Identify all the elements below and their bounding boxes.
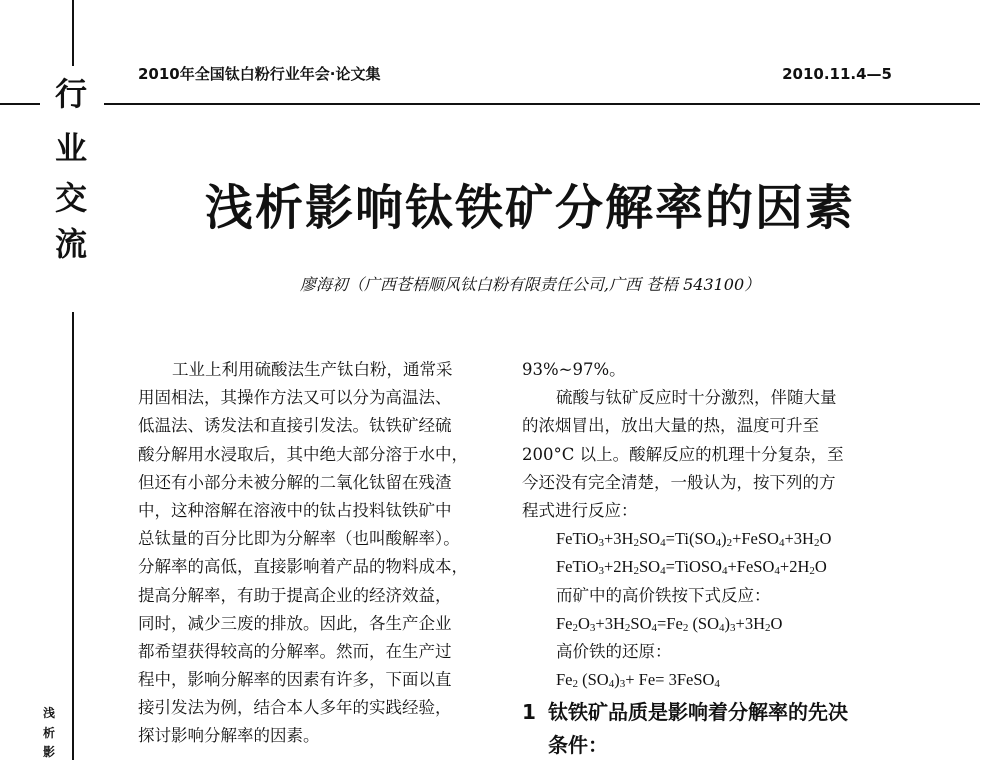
paragraph-line: 探讨影响分解率的因素。	[138, 726, 320, 746]
paragraph-line: 工业上利用硫酸法生产钛白粉，通常采	[172, 360, 453, 379]
paragraph-line: 程式进行反应：	[522, 500, 638, 520]
section-label-char: 流	[54, 225, 87, 263]
paragraph-line: 高价铁的还原：	[556, 641, 672, 661]
left-column	[138, 356, 478, 751]
paragraph-line: 但还有小部分未被分解的二氧化钛留在残渣	[138, 472, 452, 492]
author-affiliation: 廖海初（广西苍梧顺风钛白粉有限责任公司,广西 苍梧 543100）	[299, 275, 761, 294]
paragraph-line: 用固相法，其操作方法又可以分为高温法、	[138, 388, 452, 408]
section-label-char: 交	[54, 179, 87, 217]
section-rule-short	[0, 103, 40, 105]
article-title: 浅析影响钛铁矿分解率的因素	[204, 180, 855, 236]
paragraph-line: 低温法、诱发法和直接引发法。钛铁矿经硫	[138, 416, 452, 436]
equation-ilmenite-tiso4: $FeTiO_3+3H_2SO_4=Ti(SO_4)_2+FeSO_4+3H_2O$	[556, 529, 832, 550]
paragraph-line: 提高分解率，有助于提高企业的经济效益，	[138, 585, 452, 605]
paragraph-line: 程中，影响分解率的因素有许多，下面以直	[138, 670, 452, 690]
paragraph-line: 接引发法为例，结合本人多年的实践经验，	[138, 698, 452, 718]
paragraph-line: 同时，减少三废的排放。因此，各生产企业	[138, 613, 452, 633]
conference-date: 2010.11.4—5	[782, 65, 892, 83]
section-label-char: 业	[54, 129, 87, 167]
running-title-char: 影	[42, 745, 55, 759]
section-number: 1	[522, 700, 536, 725]
paragraph-line: 酸分解用水浸取后，其中绝大部分溶于水中，	[138, 444, 468, 464]
running-title-char: 浅	[42, 706, 55, 720]
paragraph-line: 今还没有完全清楚，一般认为，按下列的方	[522, 472, 836, 492]
section-heading-text: 钛铁矿品质是影响着分解率的先决	[548, 700, 848, 725]
equation-ilmenite-tioso4: $FeTiO_3+2H_2SO_4=TiOSO_4+FeSO_4+2H_2O$	[556, 557, 827, 578]
paragraph-line: 分解率的高低，直接影响着产品的物料成本，	[138, 557, 468, 577]
paragraph-line: 硫酸与钛矿反应时十分激烈，伴随大量	[556, 388, 837, 408]
section-heading-continued: 条件：	[548, 733, 608, 758]
paragraph-line: 总钛量的百分比即为分解率（也叫酸解率）。	[138, 529, 460, 549]
equation-ferric-oxide: $Fe_2O_3+3H_2SO_4=Fe_2$ $(SO_4)_3+3H_2O$	[556, 613, 783, 634]
right-column	[522, 356, 872, 760]
header-rule	[104, 103, 980, 105]
section-heading	[522, 697, 872, 727]
equation-ferric-reduction: $Fe_2$ $(SO_4)_3+ Fe=$ 3FeSO$_4$	[556, 670, 720, 691]
running-title-char: 析	[42, 726, 55, 740]
section-divider-top	[72, 0, 74, 66]
paragraph-line: 而矿中的高价铁按下式反应：	[556, 585, 771, 605]
section-label-char: 行	[54, 75, 87, 113]
paragraph-line: 中，这种溶解在溶液中的钛占投料钛铁矿中	[138, 500, 452, 520]
journal-name: 2010年全国钛白粉行业年会·论文集	[138, 65, 381, 83]
paragraph-line: 都希望获得较高的分解率。然而，在生产过	[138, 641, 452, 661]
paragraph-line: 的浓烟冒出，放出大量的热，温度可升至	[522, 416, 819, 436]
section-divider-bottom	[72, 312, 74, 760]
paragraph-line: 200°C 以上。酸解反应的机理十分复杂，至	[522, 444, 844, 464]
paragraph-line: 93%~97%。	[522, 360, 626, 379]
